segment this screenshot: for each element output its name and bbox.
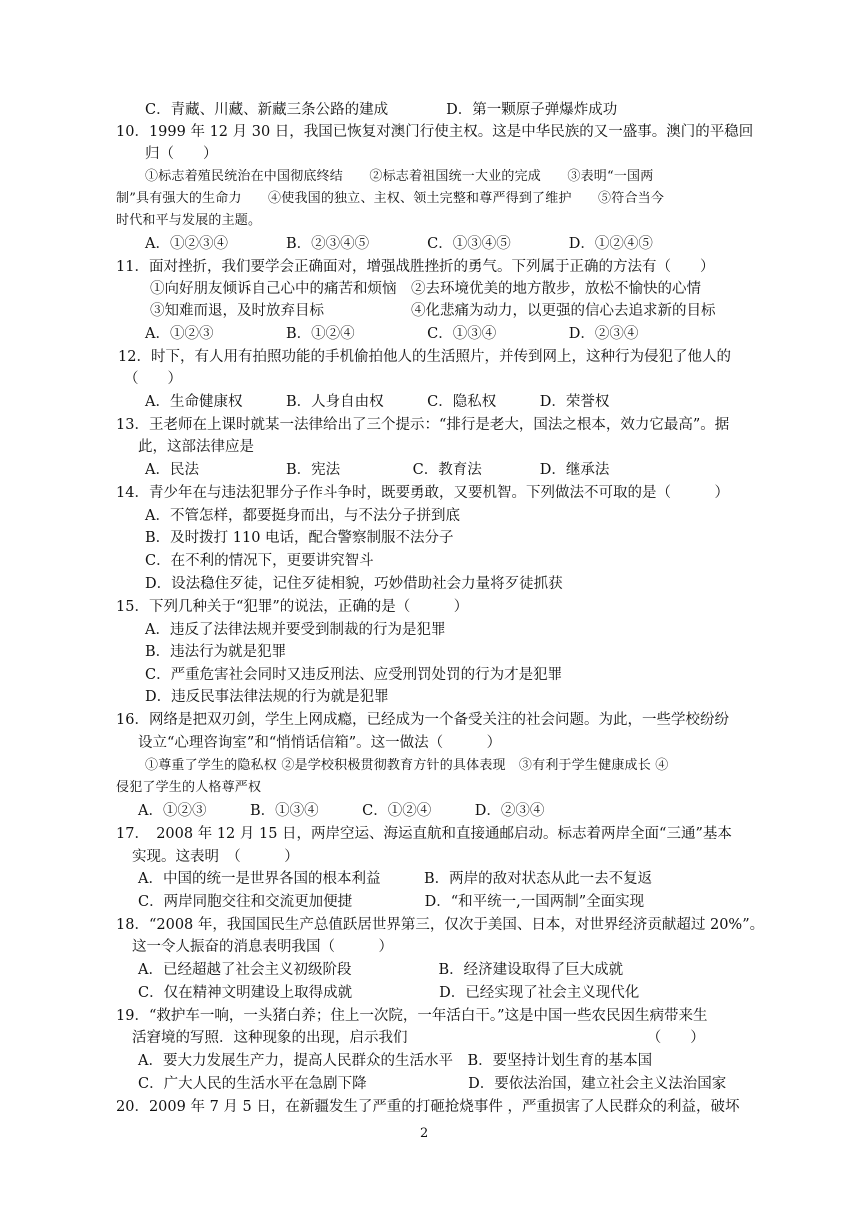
q15-option-d: D．违反民事法律法规的行为就是犯罪 [145, 689, 389, 705]
q14-option-a: A．不管怎样，都要挺身而出，与不法分子拼到底 [145, 508, 460, 524]
q13-options: A．民法 B．宪法 C．教育法 D．继承法 [145, 462, 610, 478]
q10-statements-cont: 制”具有强大的生命力 ④使我国的独立、主权、领土完整和尊严得到了维护 ⑤符合当今 [116, 191, 665, 206]
q19-stem-cont: 活窘境的写照．这种现象的出现，启示我们 （ ） [132, 1030, 705, 1046]
q11-stem: 11．面对挫折，我们要学会正确面对，增强战胜挫折的勇气。下列属于正确的方法有（ ） [116, 259, 715, 275]
q10-statements-end: 时代和平与发展的主题。 [116, 213, 262, 228]
q10-stem: 10．1999 年 12 月 30 日，我国已恢复对澳门行使主权。这是中华民族的又一盛事。澳门的平稳回 [116, 124, 754, 140]
q15-stem: 15．下列几种关于“犯罪”的说法，正确的是（ ） [116, 599, 469, 615]
q14-option-d: D．设法稳住歹徒，记住歹徒相貌，巧妙借助社会力量将歹徒抓获 [145, 576, 563, 592]
q18-stem: 18．“2008 年，我国国民生产总值跃居世界第三，仅次于美国、日本，对世界经济贡献超过 20%”。 [116, 917, 765, 933]
q14-option-b: B．及时拨打 110 电话，配合警察制服不法分子 [145, 530, 454, 546]
q12-stem: 12．时下，有人用有拍照功能的手机偷拍他人的生活照片，并传到网上，这种行为侵犯了他人的 [118, 349, 731, 365]
q9-options-cd: C．青藏、川藏、新藏三条公路的建成 D．第一颗原子弹爆炸成功 [145, 102, 618, 118]
q13-stem: 13．王老师在上课时就某一法律给出了三个提示：“排行是老大，国法之根本，效力它最高”。据 [116, 417, 730, 433]
q11-statements: ①向好朋友倾诉自己心中的痛苦和烦恼 ②去环境优美的地方散步，放松不愉快的心情 [150, 281, 701, 297]
q20-stem: 20．2009 年 7 月 5 日，在新疆发生了严重的打砸抢烧事件 ，严重损害了人民群众的利益，破坏 [116, 1099, 740, 1115]
q18-stem-cont: 这一令人振奋的消息表明我国（ ） [132, 939, 393, 955]
q17-stem: 17． 2008 年 12 月 15 日，两岸空运、海运直航和直接通邮启动。标志着两岸全面“三通”基本 [116, 826, 732, 842]
q13-stem-cont: 此，这部法律应是 [138, 439, 254, 455]
q16-statements-cont: 侵犯了学生的人格尊严权 [116, 780, 262, 795]
q17-options-cd: C．两岸同胞交往和交流更加便捷 D．“和平统一,一国两制”全面实现 [138, 894, 645, 910]
q17-stem-cont: 实现。这表明 （ ） [132, 849, 299, 865]
q11-statements-cont: ③知难而退，及时放弃目标 ④化悲痛为动力，以更强的信心去追求新的目标 [150, 303, 716, 319]
q10-statements: ①标志着殖民统治在中国彻底终结 ②标志着祖国统一大业的完成 ③表明“一国两 [145, 169, 654, 184]
q19-stem: 19．“救护车一响，一头猪白养；住上一次院，一年活白干。”这是中国一些农民因生病带来生 [116, 1008, 708, 1024]
q14-option-c: C．在不利的情况下，更要讲究智斗 [145, 553, 374, 569]
q19-options-ab: A．要大力发展生产力，提高人民群众的生活水平 B．要坚持计划生育的基本国 [138, 1053, 653, 1069]
page-number: 2 [420, 1126, 429, 1141]
q12-options: A．生命健康权 B．人身自由权 C．隐私权 D．荣誉权 [145, 394, 610, 410]
q15-option-a: A．违反了法律法规并要受到制裁的行为是犯罪 [145, 622, 446, 638]
q19-options-cd: C．广大人民的生活水平在急剧下降 D．要依法治国，建立社会主义法治国家 [138, 1076, 727, 1092]
q16-statements: ①尊重了学生的隐私权 ②是学校积极贯彻教育方针的具体表现 ③有利于学生健康成长 ④ [145, 758, 669, 773]
q16-stem: 16．网络是把双刃剑，学生上网成瘾，已经成为一个备受关注的社会问题。为此，一些学校纷纷 [116, 712, 729, 728]
q18-options-ab: A．已经超越了社会主义初级阶段 B．经济建设取得了巨大成就 [138, 962, 624, 978]
q18-options-cd: C．仅在精神文明建设上取得成就 D．已经实现了社会主义现代化 [138, 985, 640, 1001]
q16-options: A．①②③ B．①③④ C．①②④ D．②③④ [138, 803, 545, 819]
q17-options-ab: A．中国的统一是世界各国的根本利益 B．两岸的敌对状态从此一去不复返 [138, 871, 653, 887]
q15-option-c: C．严重危害社会同时又违反刑法、应受刑罚处罚的行为才是犯罪 [145, 667, 563, 683]
q11-options: A．①②③ B．①②④ C．①③④ D．②③④ [145, 326, 639, 342]
q15-option-b: B．违法行为就是犯罪 [145, 644, 287, 660]
q10-options: A．①②③④ B．②③④⑤ C．①③④⑤ D．①②④⑤ [145, 236, 653, 252]
q16-stem-cont: 设立“心理咨询室”和“悄悄话信箱”。这一做法（ ） [138, 735, 502, 751]
q10-stem-cont: 归（ ） [145, 146, 218, 162]
q12-stem-cont: （ ） [124, 371, 182, 387]
q14-stem: 14．青少年在与违法犯罪分子作斗争时，既要勇敢，又要机智。下列做法不可取的是（ ） [116, 485, 729, 501]
